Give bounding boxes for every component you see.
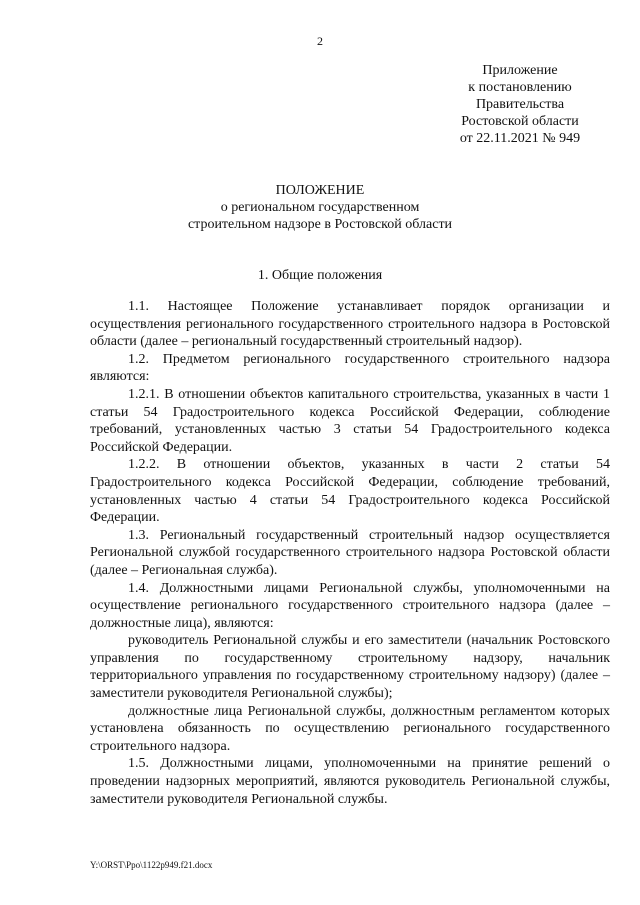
paragraph: 1.2.1. В отношении объектов капитального строительства, указанных в части 1 статьи 54 Градостроительного кодекса Российской Федерации, соблюдение требований, установленных частью 3 статьи 54 Градостроительного кодекса Российской Федерации. [90,386,610,455]
paragraph: руководитель Региональной службы и его заместители (начальник Ростовского управления по государственному строительному надзору, начальник территориального управления по государственному строительному надзору) (далее – заместители руководителя Региональной службы); [90,633,610,702]
paragraph: 1.5. Должностными лицами, уполномоченными на принятие решений о проведении надзорных мероприятий, являются руководитель Региональной службы, заместители руководителя Региональной службы. [90,756,610,807]
appendix-line: к постановлению [468,80,572,95]
title-line: строительном надзоре в Ростовской области [187,217,453,232]
appendix-line: от 22.11.2021 № 949 [459,131,581,146]
title-line: о региональном государственном [220,200,420,215]
paragraph: 1.2.2. В отношении объектов, указанных в части 2 статьи 54 Градостроительного кодекса Российской Федерации, соблюдение требований, установленных частью 4 статьи 54 Градостроительного кодекса Российской Федерации. [90,457,610,526]
appendix-line: Приложение [482,63,558,78]
section-heading: 1. Общие положения [257,268,383,283]
appendix-line: Правительства [475,97,565,112]
appendix-line: Ростовской области [461,114,579,129]
appendix-block [420,62,620,147]
paragraph: 1.1. Настоящее Положение устанавливает порядок организации и осуществления регионального государственного строительного надзора в Ростовской области (далее – региональный государственный строительный надзор). [90,299,610,350]
paragraph: должностные лица Региональной службы, должностным регламентом которых установлена обязанность по осуществлению регионального государственного строительного надзора. [90,703,610,754]
footer-file-path: Y:\ORST\Ppo\1122p949.f21.docx [90,860,213,870]
paragraph: 1.4. Должностными лицами Региональной службы, уполномоченными на осуществление регионального государственного строительного надзора (далее – должностные лица), являются: [90,580,610,631]
page-number: 2 [317,34,323,48]
document-title [130,182,510,233]
paragraph: 1.3. Региональный государственный строительный надзор осуществляется Региональной службой государственного строительного надзора Ростовской области (далее – Региональная служба). [90,527,610,578]
title-heading: ПОЛОЖЕНИЕ [275,183,365,198]
paragraph: 1.2. Предметом регионального государственного строительного надзора являются: [90,351,610,385]
document-body [90,298,610,808]
